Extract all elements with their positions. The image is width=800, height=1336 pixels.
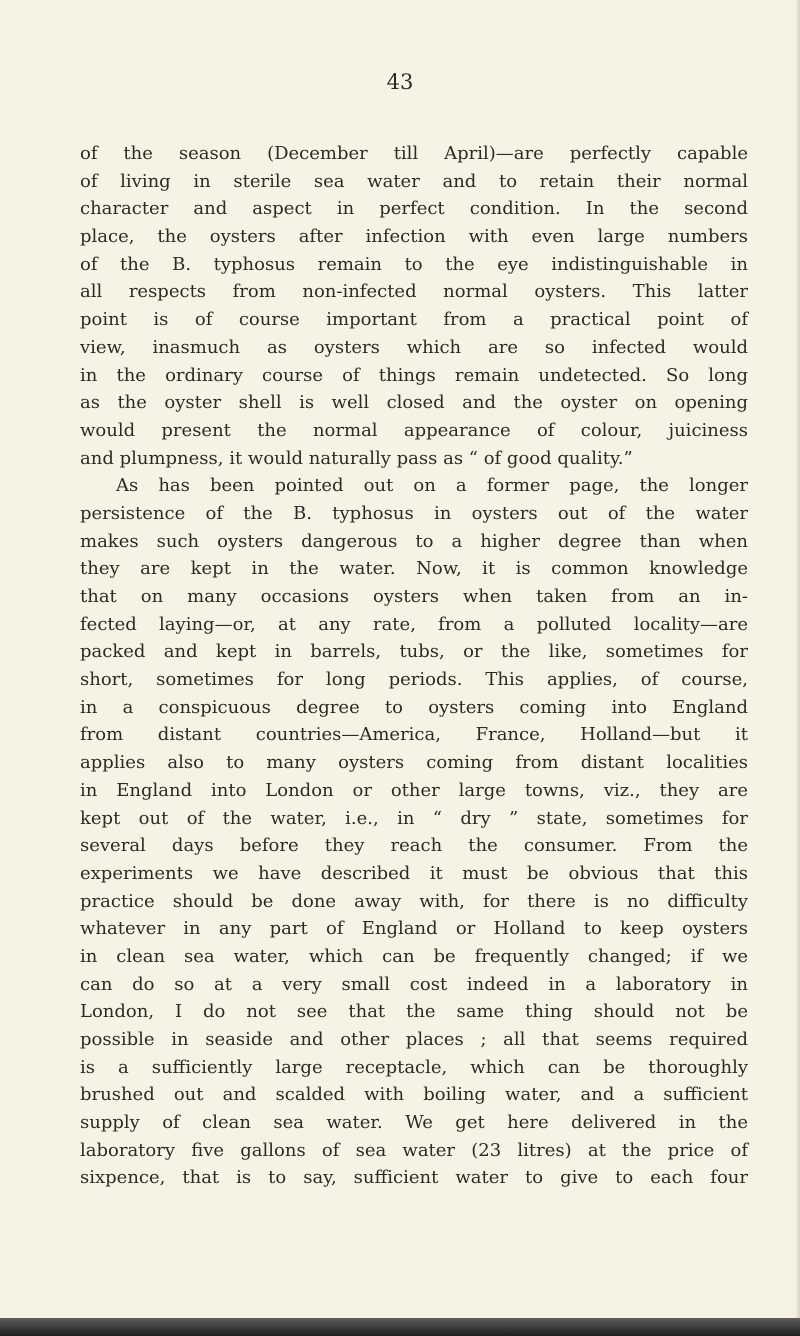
- text-line: supply of clean sea water. We get here delivered in the: [80, 1112, 748, 1134]
- text-line: persistence of the B. typhosus in oysters out of the water: [80, 502, 748, 524]
- text-line: character and aspect in perfect condition. In the second: [80, 198, 748, 220]
- text-line: they are kept in the water. Now, it is common knowledge: [80, 558, 748, 580]
- text-line: makes such oysters dangerous to a higher degree than when: [80, 530, 748, 552]
- text-line: that on many occasions oysters when taken from an in-: [80, 586, 748, 607]
- text-line: and plumpness, it would naturally pass as “ of good quality.”: [80, 447, 633, 469]
- text-line: possible in seaside and other places ; all that seems required: [80, 1029, 748, 1050]
- text-line: view, inasmuch as oysters which are so infected would: [80, 336, 748, 358]
- body-text: [80, 140, 748, 1192]
- text-line: in clean sea water, which can be frequently changed; if we: [80, 945, 748, 967]
- text-line: of the season (December till April)—are perfectly capable: [80, 143, 748, 164]
- text-line: from distant countries—America, France, Holland—but it: [80, 724, 748, 746]
- text-line: brushed out and scalded with boiling water, and a sufficient: [80, 1084, 748, 1106]
- text-line: point is of course important from a practical point of: [80, 309, 748, 331]
- text-line: all respects from non-infected normal oysters. This latter: [80, 281, 748, 303]
- text-line: can do so at a very small cost indeed in a laboratory in: [80, 973, 748, 995]
- text-line: practice should be done away with, for there is no difficulty: [80, 890, 748, 912]
- text-line: in a conspicuous degree to oysters coming into England: [80, 696, 748, 718]
- text-line: in the ordinary course of things remain undetected. So long: [80, 364, 748, 386]
- text-line: London, I do not see that the same thing should not be: [80, 1001, 748, 1023]
- text-line: packed and kept in barrels, tubs, or the like, sometimes for: [80, 641, 748, 663]
- paragraph-start-line: As has been pointed out on a former page, the longer: [116, 475, 748, 497]
- page-edge-shadow: [795, 0, 800, 1318]
- text-line: applies also to many oysters coming from distant localities: [80, 752, 748, 774]
- text-line: place, the oysters after infection with even large numbers: [80, 226, 748, 248]
- text-line: of the B. typhosus remain to the eye indistinguishable in: [80, 253, 748, 275]
- text-line: short, sometimes for long periods. This applies, of course,: [80, 669, 748, 691]
- text-line: several days before they reach the consumer. From the: [80, 835, 748, 857]
- text-line: in England into London or other large towns, viz., they are: [80, 779, 748, 801]
- text-line: fected laying—or, at any rate, from a polluted locality—are: [80, 613, 748, 635]
- scan-bottom-edge: [0, 1318, 800, 1336]
- text-line: laboratory five gallons of sea water (23 litres) at the price of: [80, 1139, 748, 1161]
- text-line: kept out of the water, i.e., in “ dry ” state, sometimes for: [80, 807, 748, 829]
- page-number: 43: [386, 70, 414, 94]
- text-line: sixpence, that is to say, sufficient water to give to each four: [80, 1167, 748, 1189]
- text-line: of living in sterile sea water and to retain their normal: [80, 170, 748, 192]
- text-line: would present the normal appearance of colour, juiciness: [80, 419, 748, 441]
- text-line: as the oyster shell is well closed and the oyster on opening: [80, 392, 748, 414]
- text-line: whatever in any part of England or Holland to keep oysters: [80, 918, 748, 940]
- text-line: experiments we have described it must be obvious that this: [80, 862, 748, 884]
- text-line: is a sufficiently large receptacle, which can be thoroughly: [80, 1056, 748, 1078]
